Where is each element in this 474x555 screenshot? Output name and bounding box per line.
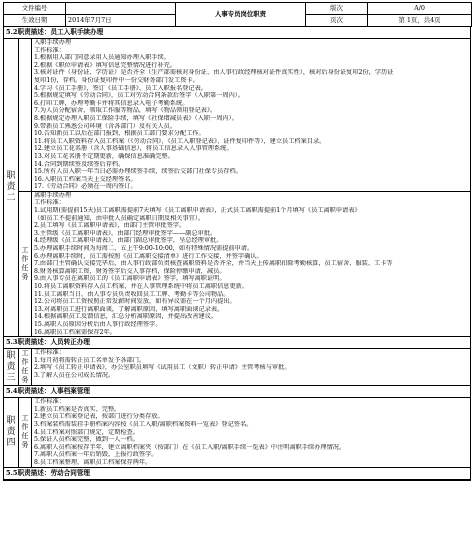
task-label-char: 工 <box>21 246 29 255</box>
subsection <box>19 191 470 336</box>
task-label-column <box>19 192 32 336</box>
content-line: 16.入职员工档案当天上交经理签名。 <box>34 175 137 183</box>
page-value: 第 1页，共4页 <box>368 15 472 27</box>
content-line: 11.将员工入职资料存入员工档案（《劳动合同》、《员工入职登记表》、证件复印件等），建立员工档案目录。 <box>34 137 326 145</box>
content-line: 工作标准： <box>34 349 65 357</box>
content-line: 10.告知新员工以后在部门报到，根据员工部门要求分配工作。 <box>34 130 205 138</box>
duty-section <box>3 468 471 481</box>
task-label-column <box>19 349 32 385</box>
task-label-char: 工 <box>21 414 29 423</box>
content-line: 7.由部门主管确认交接完毕后，由人事行政部负责核查离职资料是否齐全，并当天上传离职扣除考勤核算，员工宿舍、服装、工卡等 <box>34 260 393 268</box>
content-line: （如员工不提前通知，由申批人员确定离职日期及相关事宜）。 <box>34 214 205 222</box>
duty-section <box>3 27 471 337</box>
content-line: 11.员工离职当日，由人事专员负责收回员工工牌、考勤卡等公司物品。 <box>34 290 230 298</box>
task-label-char: 任 <box>21 367 29 376</box>
subsection-title: 离职手续办理 <box>34 191 72 199</box>
content-line: 5.办理离职手续时间为每周二、五上午9:00-10:00，如有特殊情况需提前申请。 <box>34 245 254 253</box>
task-label-char: 务 <box>21 441 29 450</box>
content-line: 3.了解人员在公司成长情况。 <box>34 371 115 379</box>
task-label-char: 作 <box>21 358 29 367</box>
content-line: 4.员工档案对照部门规定，定期检查。 <box>34 428 139 436</box>
content-line: 12.建立员工花名册（含人事基础信息），将员工信息录入人事管理系统。 <box>34 145 233 153</box>
section-main <box>19 39 470 336</box>
duty-section <box>3 386 471 467</box>
section-heading: 5.4职责描述：人事档案管理 <box>4 386 470 398</box>
content-line: 工作标准： <box>34 199 65 207</box>
content-line: 工作标准： <box>34 398 65 406</box>
section-body <box>4 349 470 385</box>
content-line: 7.离职人员档案一年后销毁，上报行政签字。 <box>34 451 158 459</box>
content-line: 1.根据用人部门同意录用人员通知办理入职手续。 <box>34 54 170 62</box>
page-label: 页次 <box>306 15 368 27</box>
section-heading: 5.2职责描述：员工入职手续办理 <box>4 27 470 39</box>
section-body <box>4 398 470 466</box>
task-label-column <box>19 39 32 191</box>
version-label: 版次 <box>306 3 368 15</box>
content-line: 15.离职人员原因分析后由人事行政经理签字。 <box>34 320 162 328</box>
content-line: 13.对离职员工进行离职面谈，了解离职原因，填写离职面谈记录表。 <box>34 305 224 313</box>
doc-no-value <box>66 3 176 15</box>
content-line: 6.打印工牌，办理考勤卡并将其信息录入电子考勤系统。 <box>34 99 189 107</box>
content-line: 2.建立员工档案登记表，按部门进行分类存放。 <box>34 413 164 421</box>
content-line: 1.每月初将需转正员工名单发予各部门。 <box>34 356 146 364</box>
subsection-content <box>32 192 470 336</box>
duty-label-char: 职 <box>6 350 16 361</box>
duty-label-char: 责 <box>6 361 16 372</box>
content-line: 15.所有人员入职一年当日必需办理续签手续，续签后交部门社保专员存档。 <box>34 168 242 176</box>
subsection-content <box>32 349 470 385</box>
task-label-char: 作 <box>21 255 29 264</box>
content-line: 13.对员工花名册不定期更新，确保信息准确完整。 <box>34 152 174 160</box>
content-line: 8.根据规定办理入职员工保险手续，填写《社保增减员表》（入职一周内）。 <box>34 114 238 122</box>
task-label-char: 任 <box>21 432 29 441</box>
content-line: 2.根据《职位申请表》填写信息完整情况进行补充。 <box>34 61 177 69</box>
content-line: 9.带新员工熟悉公司环境（含各部门）及有关人员。 <box>34 122 177 130</box>
content-line: 3.核对证件（身份证、学历证）是否齐全（生产部需核对身份证、由人事行政经理核对证件真实性），核对后身份证复印2份，学历证 <box>34 69 394 77</box>
subsection <box>19 398 470 466</box>
subsection <box>19 39 470 191</box>
content-line: 4.经理级《员工离职申请表》，由部门副总审批签字，呈总经理审批。 <box>34 237 223 245</box>
content-line: 12.公司将员工工资按照正常发薪时间发放，如有异议需在一个月内提出。 <box>34 298 236 306</box>
content-line: 14.合同到期续签及续签后存档。 <box>34 160 125 168</box>
content-line: 17.《劳动合同》必须在一周内签订。 <box>34 183 137 191</box>
doc-no-label: 文件编号 <box>4 3 66 15</box>
document-title: 人事专员岗位职责 <box>176 3 306 27</box>
section-heading: 5.3职责描述：人员转正办理 <box>4 337 470 349</box>
content-line: 7.为人员分配宿舍，领取工作服等物品，填写《物品领用登记表》。 <box>34 107 217 115</box>
content-line: 14.根据离职员工反馈信息，汇总分析离职原因，并提出改善建议。 <box>34 313 218 321</box>
sections-container <box>3 27 471 481</box>
duty-label-column <box>4 349 19 385</box>
content-line: 2.员工填写《员工离职申请表》，由部门主管审批签字。 <box>34 222 186 230</box>
version-value: A/0 <box>368 3 472 15</box>
duty-label-column <box>4 398 19 466</box>
task-label-char: 务 <box>21 376 29 385</box>
content-line: 3.主管级《员工离职申请表》，由部门经理审批签字——副总审批。 <box>34 229 217 237</box>
duty-label-char: 职 <box>6 171 16 182</box>
task-label-column <box>19 398 32 466</box>
section-body <box>4 39 470 336</box>
section-main <box>19 349 470 385</box>
content-line: 1.新员工档案是否真实、完整。 <box>34 405 121 413</box>
content-line: 工作标准： <box>34 46 65 54</box>
header-table <box>3 2 472 27</box>
duty-label-char: 四 <box>6 437 16 448</box>
duty-label-char: 职 <box>6 415 16 426</box>
content-line: 9.由人事专员在离职员工的《员工离职申请表》签字，填写离职证明。 <box>34 275 226 283</box>
duty-label-char: 二 <box>6 193 16 204</box>
duty-label-char: 三 <box>6 372 16 383</box>
subsection-content <box>32 39 470 191</box>
duty-label-char: 责 <box>6 426 16 437</box>
task-label-char: 任 <box>21 264 29 273</box>
subsection-content <box>32 398 470 466</box>
content-line: 复印1份，存档。身份证复印件中一份交财务部门发工资卡。 <box>34 76 199 84</box>
document-page <box>3 2 471 481</box>
content-line: 5.根据规定填写《劳动合同》，员工对劳动合同条款后签字（入职第一周内）。 <box>34 92 245 100</box>
section-main <box>19 398 470 466</box>
subsection-title: 入职手续办理 <box>34 39 72 46</box>
content-line: 3.档案装档需装挂手册档案内容按《员工入职/离职档案资料一览表》登记签名。 <box>34 420 253 428</box>
content-line: 8.员工档案整理，离职员工档案保存两年。 <box>34 458 152 466</box>
effective-date-value: 2014年7月7日 <box>66 15 176 27</box>
task-label-char: 工 <box>21 349 29 358</box>
duty-label-char: 责 <box>6 182 16 193</box>
content-line: 6.办理离职手续时，员工需按照《员工离职交接清单》进行工作交接，并签字确认。 <box>34 252 263 260</box>
content-line: 8.财务核算离职工资，财务签字后交人事存档，保险停缴申请，减员。 <box>34 267 226 275</box>
effective-date-label: 生效日期 <box>4 15 66 27</box>
section-heading: 5.5职责描述：劳动合同管理 <box>4 468 470 480</box>
task-label-char: 作 <box>21 423 29 432</box>
duty-section <box>3 337 471 386</box>
task-label-char: 务 <box>21 273 29 282</box>
content-line: 16.离职员工档案需保存2年。 <box>34 328 116 336</box>
content-line: 4.学习《员工手册》，签订《员工手册》、员工入职报名登记表。 <box>34 84 207 92</box>
content-line: 5.保证人员档案完整，做到一人一档。 <box>34 436 139 444</box>
content-line: 10.将员工离职资料存入员工档案，并在人事管理系统中将员工离职信息更新。 <box>34 283 249 290</box>
content-line: 1.试用期(需提前15天)员工离职需提前7天填写《员工离职申请表》，正式员工离职需提前1个月填写《员工离职申请表》 <box>34 207 361 215</box>
subsection <box>19 349 470 385</box>
content-line: 2.填写《员工转正申请表》，办公室职员填写《试用员工（文职）转正申请》主管考核与审批。 <box>34 364 291 372</box>
duty-label-column <box>4 39 19 336</box>
content-line: 6.离职人员档案按存半年，建立离职档案夹（按部门）在《员工入职/离职手续一览表》中注明离职手续办理情况。 <box>34 443 346 451</box>
